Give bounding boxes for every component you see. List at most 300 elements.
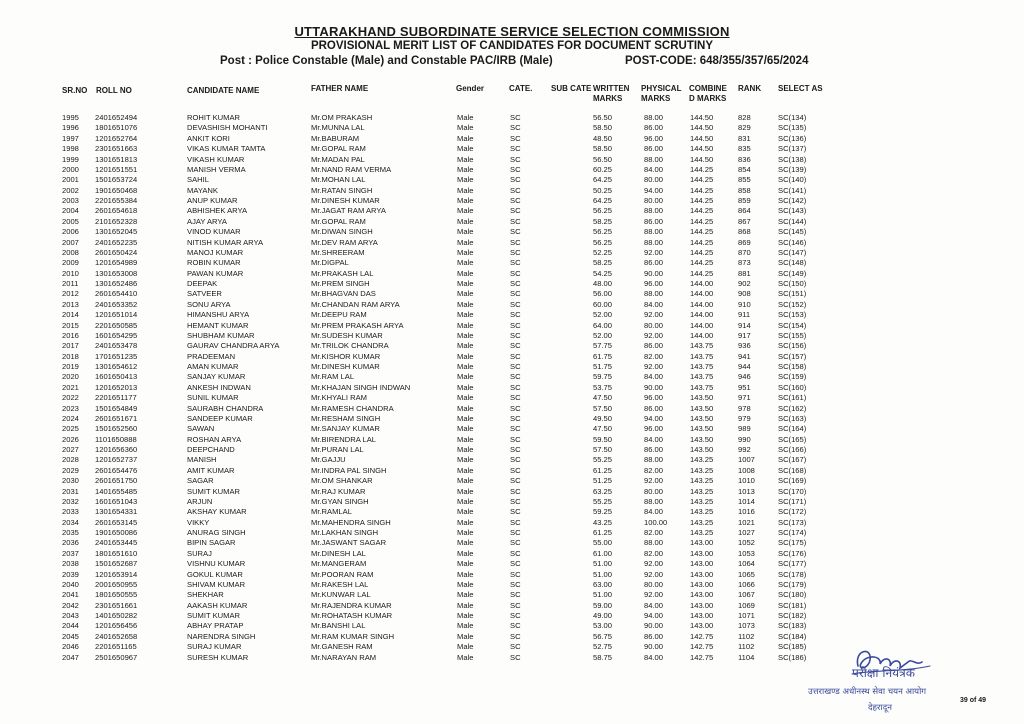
col-select-as: SELECT AS	[778, 84, 823, 93]
cell-category: SC	[510, 579, 521, 589]
cell-category: SC	[510, 113, 521, 122]
table-row	[0, 590, 1024, 600]
cell-physical-marks: 94.00	[644, 611, 664, 620]
cell-written-marks: 51.25	[593, 476, 613, 486]
cell-rank: 908	[738, 289, 751, 299]
cell-sr-no: 2008	[62, 247, 79, 257]
cell-candidate-name: AMAN KUMAR	[187, 362, 239, 371]
cell-category: SC	[510, 434, 521, 444]
cell-candidate-name: GOKUL KUMAR	[187, 569, 243, 579]
cell-select-as: SC(134)	[778, 113, 807, 122]
cell-category: SC	[510, 196, 521, 205]
cell-category: SC	[510, 538, 521, 548]
cell-sr-no: 1995	[62, 113, 79, 122]
cell-sr-no: 2043	[62, 611, 79, 620]
cell-father-name: Mr.CHANDAN RAM ARYA	[311, 299, 400, 309]
cell-combined-marks: 143.50	[690, 445, 714, 454]
cell-combined-marks: 144.00	[690, 299, 714, 309]
cell-father-name: Mr.DIWAN SINGH	[311, 227, 373, 237]
cell-select-as: SC(149)	[778, 268, 807, 278]
cell-rank: 1064	[738, 559, 755, 569]
page-number: 39 of 49	[960, 697, 987, 704]
cell-candidate-name: SURESH KUMAR	[187, 652, 249, 662]
cell-physical-marks: 88.00	[644, 496, 664, 506]
cell-father-name: Mr.INDRA PAL SINGH	[311, 465, 387, 475]
cell-candidate-name: ABHAY PRATAP	[187, 621, 244, 631]
cell-select-as: SC(179)	[778, 579, 807, 589]
cell-written-marks: 58.50	[593, 144, 613, 154]
cell-select-as: SC(170)	[778, 486, 807, 496]
cell-gender: Male	[457, 434, 474, 444]
cell-roll-no: 2401653478	[95, 341, 138, 351]
cell-gender: Male	[457, 216, 474, 226]
col-combined	[689, 84, 727, 104]
cell-category: SC	[510, 341, 521, 351]
cell-category: SC	[510, 372, 521, 382]
cell-category: SC	[510, 268, 521, 278]
cell-gender: Male	[457, 569, 474, 579]
cell-sr-no: 2024	[62, 413, 79, 423]
cell-select-as: SC(166)	[778, 445, 807, 454]
cell-gender: Male	[457, 227, 474, 237]
cell-roll-no: 2601653145	[95, 517, 138, 527]
cell-sr-no: 1997	[62, 133, 79, 143]
cell-rank: 1016	[738, 507, 755, 517]
table-row	[0, 289, 1024, 299]
cell-father-name: Mr.PURAN LAL	[311, 445, 364, 454]
cell-select-as: SC(151)	[778, 289, 807, 299]
cell-gender: Male	[457, 559, 474, 569]
cell-rank: 946	[738, 372, 751, 382]
cell-physical-marks: 82.00	[644, 528, 664, 537]
cell-gender: Male	[457, 413, 474, 423]
cell-physical-marks: 84.00	[644, 434, 664, 444]
cell-father-name: Mr.RAMESH CHANDRA	[311, 403, 394, 413]
cell-rank: 917	[738, 330, 751, 340]
cell-physical-marks: 100.00	[644, 517, 668, 527]
cell-roll-no: 2401653445	[95, 538, 138, 548]
cell-rank: 1052	[738, 538, 755, 548]
cell-gender: Male	[457, 279, 474, 288]
cell-father-name: Mr.RAJ KUMAR	[311, 486, 366, 496]
cell-rank: 869	[738, 237, 751, 247]
cell-combined-marks: 143.75	[690, 382, 714, 392]
cell-written-marks: 56.50	[593, 154, 613, 164]
cell-written-marks: 64.25	[593, 175, 613, 185]
cell-select-as: SC(162)	[778, 403, 807, 413]
cell-sr-no: 2010	[62, 268, 79, 278]
cell-candidate-name: ARJUN	[187, 496, 213, 506]
cell-sr-no: 2015	[62, 320, 79, 330]
cell-gender: Male	[457, 393, 474, 403]
cell-father-name: Mr.KHAJAN SINGH INDWAN	[311, 382, 411, 392]
cell-select-as: SC(184)	[778, 631, 807, 641]
cell-rank: 873	[738, 258, 751, 268]
cell-gender: Male	[457, 455, 474, 465]
cell-candidate-name: DEEPAK	[187, 279, 218, 288]
cell-gender: Male	[457, 362, 474, 371]
cell-roll-no: 1501654849	[95, 403, 138, 413]
table-row	[0, 352, 1024, 362]
cell-category: SC	[510, 590, 521, 600]
table-row	[0, 538, 1024, 548]
cell-select-as: SC(147)	[778, 247, 807, 257]
cell-gender: Male	[457, 600, 474, 610]
cell-father-name: Mr.GYAN SINGH	[311, 496, 369, 506]
cell-physical-marks: 86.00	[644, 258, 664, 268]
cell-candidate-name: AMIT KUMAR	[187, 465, 235, 475]
cell-select-as: SC(165)	[778, 434, 807, 444]
cell-physical-marks: 92.00	[644, 559, 664, 569]
cell-sr-no: 2000	[62, 164, 79, 174]
cell-father-name: Mr.MOHAN LAL	[311, 175, 366, 185]
cell-candidate-name: VIKAS KUMAR TAMTA	[187, 144, 266, 154]
cell-sr-no: 2007	[62, 237, 79, 247]
cell-physical-marks: 94.00	[644, 413, 664, 423]
cell-roll-no: 1601650413	[95, 372, 138, 382]
cell-combined-marks: 144.25	[690, 237, 714, 247]
cell-written-marks: 48.00	[593, 279, 613, 288]
cell-rank: 835	[738, 144, 751, 154]
cell-combined-marks: 143.00	[690, 538, 714, 548]
cell-combined-marks: 144.25	[690, 196, 714, 205]
table-row	[0, 393, 1024, 403]
cell-written-marks: 60.00	[593, 299, 613, 309]
cell-rank: 944	[738, 362, 751, 371]
cell-written-marks: 59.75	[593, 372, 613, 382]
cell-category: SC	[510, 517, 521, 527]
cell-select-as: SC(177)	[778, 559, 807, 569]
cell-rank: 1008	[738, 465, 755, 475]
cell-gender: Male	[457, 528, 474, 537]
cell-candidate-name: HIMANSHU ARYA	[187, 310, 250, 320]
list-title: PROVISIONAL MERIT LIST OF CANDIDATES FOR DOCUMENT SCRUTINY	[310, 40, 714, 52]
cell-physical-marks: 92.00	[644, 476, 664, 486]
cell-combined-marks: 144.50	[690, 144, 714, 154]
cell-gender: Male	[457, 320, 474, 330]
cell-combined-marks: 144.25	[690, 247, 714, 257]
cell-combined-marks: 143.50	[690, 434, 714, 444]
cell-category: SC	[510, 631, 521, 641]
cell-written-marks: 61.25	[593, 465, 613, 475]
cell-father-name: Mr.BANSHI LAL	[311, 621, 366, 631]
table-row	[0, 466, 1024, 476]
cell-sr-no: 2012	[62, 289, 79, 299]
cell-candidate-name: MAYANK	[187, 185, 218, 195]
cell-combined-marks: 143.00	[690, 559, 714, 569]
cell-father-name: Mr.DINESH KUMAR	[311, 196, 380, 205]
cell-rank: 1067	[738, 590, 755, 600]
cell-combined-marks: 143.25	[690, 486, 714, 496]
cell-category: SC	[510, 185, 521, 195]
cell-sr-no: 2016	[62, 330, 79, 340]
cell-combined-marks: 143.25	[690, 528, 714, 537]
cell-sr-no: 2011	[62, 279, 79, 288]
cell-physical-marks: 80.00	[644, 486, 664, 496]
table-row	[0, 528, 1024, 538]
cell-written-marks: 59.00	[593, 600, 613, 610]
cell-written-marks: 47.50	[593, 424, 613, 434]
cell-father-name: Mr.RATAN SINGH	[311, 185, 373, 195]
cell-sr-no: 2019	[62, 362, 79, 371]
cell-candidate-name: NARENDRA SINGH	[187, 631, 256, 641]
cell-rank: 990	[738, 434, 751, 444]
cell-rank: 978	[738, 403, 751, 413]
cell-father-name: Mr.KHYALI RAM	[311, 393, 367, 403]
cell-select-as: SC(171)	[778, 496, 807, 506]
cell-combined-marks: 144.25	[690, 216, 714, 226]
table-row	[0, 621, 1024, 631]
cell-roll-no: 1201652013	[95, 382, 138, 392]
cell-rank: 941	[738, 351, 751, 361]
cell-father-name: Mr.RESHAM SINGH	[311, 413, 381, 423]
cell-father-name: Mr.DINESH LAL	[311, 548, 366, 558]
cell-physical-marks: 96.00	[644, 279, 664, 288]
table-row	[0, 518, 1024, 528]
cell-physical-marks: 84.00	[644, 299, 664, 309]
cell-candidate-name: SAWAN	[187, 424, 215, 434]
table-row	[0, 445, 1024, 455]
cell-written-marks: 64.25	[593, 196, 613, 205]
cell-candidate-name: SAGAR	[187, 476, 214, 486]
cell-candidate-name: ROHIT KUMAR	[187, 113, 241, 122]
cell-sr-no: 2041	[62, 590, 79, 600]
cell-candidate-name: VIKASH KUMAR	[187, 154, 245, 164]
cell-rank: 1102	[738, 642, 755, 652]
cell-written-marks: 52.75	[593, 642, 613, 652]
cell-gender: Male	[457, 175, 474, 185]
cell-roll-no: 2401653352	[95, 299, 138, 309]
cell-candidate-name: AAKASH KUMAR	[187, 600, 248, 610]
cell-physical-marks: 92.00	[644, 362, 664, 371]
cell-sr-no: 2018	[62, 351, 79, 361]
cell-select-as: SC(175)	[778, 538, 807, 548]
cell-combined-marks: 143.00	[690, 600, 714, 610]
cell-select-as: SC(168)	[778, 465, 807, 475]
cell-gender: Male	[457, 258, 474, 268]
cell-gender: Male	[457, 590, 474, 600]
cell-candidate-name: SANDEEP KUMAR	[187, 413, 253, 423]
table-row	[0, 238, 1024, 248]
cell-combined-marks: 144.00	[690, 310, 714, 320]
cell-select-as: SC(167)	[778, 455, 807, 465]
cell-select-as: SC(159)	[778, 372, 807, 382]
cell-father-name: Mr.SHREERAM	[311, 247, 365, 257]
cell-roll-no: 2301651661	[95, 600, 138, 610]
cell-written-marks: 48.50	[593, 133, 613, 143]
cell-written-marks: 63.00	[593, 579, 613, 589]
cell-sr-no: 2003	[62, 196, 79, 205]
cell-physical-marks: 88.00	[644, 154, 664, 164]
cell-gender: Male	[457, 289, 474, 299]
cell-gender: Male	[457, 465, 474, 475]
cell-physical-marks: 90.00	[644, 621, 664, 631]
cell-select-as: SC(146)	[778, 237, 807, 247]
cell-category: SC	[510, 486, 521, 496]
cell-written-marks: 56.25	[593, 227, 613, 237]
table-row	[0, 372, 1024, 382]
cell-candidate-name: SUMIT KUMAR	[187, 486, 241, 496]
cell-combined-marks: 143.50	[690, 393, 714, 403]
cell-candidate-name: VIKKY	[187, 517, 210, 527]
cell-category: SC	[510, 476, 521, 486]
cell-physical-marks: 82.00	[644, 465, 664, 475]
cell-gender: Male	[457, 237, 474, 247]
cell-rank: 1069	[738, 600, 755, 610]
cell-gender: Male	[457, 123, 474, 133]
cell-category: SC	[510, 559, 521, 569]
table-row	[0, 435, 1024, 445]
cell-physical-marks: 92.00	[644, 590, 664, 600]
cell-father-name: Mr.MANGERAM	[311, 559, 367, 569]
cell-combined-marks: 144.25	[690, 164, 714, 174]
table-row	[0, 497, 1024, 507]
cell-rank: 910	[738, 299, 751, 309]
cell-roll-no: 2601654476	[95, 465, 138, 475]
cell-rank: 870	[738, 247, 751, 257]
cell-written-marks: 56.75	[593, 631, 613, 641]
table-row	[0, 570, 1024, 580]
cell-sr-no: 2023	[62, 403, 79, 413]
cell-select-as: SC(172)	[778, 507, 807, 517]
cell-gender: Male	[457, 196, 474, 205]
cell-select-as: SC(139)	[778, 164, 807, 174]
cell-gender: Male	[457, 621, 474, 631]
cell-gender: Male	[457, 351, 474, 361]
cell-combined-marks: 144.25	[690, 227, 714, 237]
cell-combined-marks: 143.00	[690, 548, 714, 558]
cell-physical-marks: 84.00	[644, 507, 664, 517]
cell-rank: 1053	[738, 548, 755, 558]
cell-select-as: SC(180)	[778, 590, 807, 600]
cell-gender: Male	[457, 476, 474, 486]
cell-sr-no: 2028	[62, 455, 79, 465]
cell-sr-no: 2027	[62, 445, 79, 454]
table-row	[0, 321, 1024, 331]
cell-candidate-name: SHUBHAM KUMAR	[187, 330, 255, 340]
cell-rank: 951	[738, 382, 751, 392]
cell-candidate-name: SUNIL KUMAR	[187, 393, 239, 403]
cell-category: SC	[510, 258, 521, 268]
cell-written-marks: 63.25	[593, 486, 613, 496]
cell-roll-no: 2201651165	[95, 642, 137, 652]
col-physical	[641, 84, 681, 104]
cell-rank: 854	[738, 164, 751, 174]
cell-candidate-name: SHEKHAR	[187, 590, 224, 600]
cell-father-name: Mr.KISHOR KUMAR	[311, 351, 381, 361]
cell-written-marks: 56.00	[593, 289, 613, 299]
table-row	[0, 507, 1024, 517]
cell-select-as: SC(174)	[778, 528, 807, 537]
cell-gender: Male	[457, 113, 474, 122]
cell-physical-marks: 92.00	[644, 247, 664, 257]
cell-written-marks: 57.50	[593, 445, 613, 454]
cell-category: SC	[510, 279, 521, 288]
cell-combined-marks: 143.00	[690, 621, 714, 631]
cell-father-name: Mr.POORAN RAM	[311, 569, 374, 579]
cell-physical-marks: 86.00	[644, 445, 664, 454]
cell-physical-marks: 88.00	[644, 538, 664, 548]
cell-combined-marks: 143.50	[690, 424, 714, 434]
cell-candidate-name: DEVASHISH MOHANTI	[187, 123, 268, 133]
cell-physical-marks: 80.00	[644, 196, 664, 205]
cell-combined-marks: 142.75	[690, 652, 714, 662]
cell-rank: 858	[738, 185, 751, 195]
cell-physical-marks: 82.00	[644, 351, 664, 361]
cell-category: SC	[510, 144, 521, 154]
cell-rank: 1066	[738, 579, 755, 589]
cell-category: SC	[510, 413, 521, 423]
cell-father-name: Mr.GOPAL RAM	[311, 216, 366, 226]
cell-rank: 1007	[738, 455, 755, 465]
cell-roll-no: 1301652045	[95, 227, 138, 237]
cell-category: SC	[510, 123, 521, 133]
col-physical-line1: PHYSICAL	[641, 84, 682, 93]
cell-father-name: Mr.DEEPU RAM	[311, 310, 367, 320]
cell-combined-marks: 144.25	[690, 268, 714, 278]
cell-combined-marks: 143.25	[690, 507, 714, 517]
cell-combined-marks: 143.00	[690, 569, 714, 579]
cell-category: SC	[510, 496, 521, 506]
cell-select-as: SC(182)	[778, 611, 807, 620]
cell-category: SC	[510, 424, 521, 434]
cell-rank: 831	[738, 133, 751, 143]
cell-combined-marks: 144.50	[690, 123, 714, 133]
cell-written-marks: 60.25	[593, 164, 613, 174]
cell-select-as: SC(164)	[778, 424, 807, 434]
cell-written-marks: 51.00	[593, 590, 613, 600]
cell-candidate-name: AJAY ARYA	[187, 216, 227, 226]
table-row	[0, 217, 1024, 227]
cell-physical-marks: 86.00	[644, 144, 664, 154]
cell-father-name: Mr.NAND RAM VERMA	[311, 164, 392, 174]
col-combined-line2: D MARKS	[689, 94, 727, 103]
cell-combined-marks: 144.25	[690, 175, 714, 185]
table-row	[0, 549, 1024, 559]
cell-roll-no: 1601654295	[95, 330, 138, 340]
cell-physical-marks: 80.00	[644, 579, 664, 589]
table-row	[0, 258, 1024, 268]
cell-gender: Male	[457, 403, 474, 413]
cell-category: SC	[510, 227, 521, 237]
cell-combined-marks: 143.00	[690, 611, 714, 620]
cell-sr-no: 2032	[62, 496, 79, 506]
cell-physical-marks: 86.00	[644, 403, 664, 413]
cell-sr-no: 2013	[62, 299, 79, 309]
cell-category: SC	[510, 362, 521, 371]
cell-physical-marks: 88.00	[644, 113, 664, 122]
table-row	[0, 404, 1024, 414]
table-row	[0, 175, 1024, 185]
cell-roll-no: 2601651671	[95, 413, 138, 423]
cell-select-as: SC(163)	[778, 413, 807, 423]
cell-sr-no: 2031	[62, 486, 79, 496]
cell-physical-marks: 94.00	[644, 185, 664, 195]
table-row	[0, 383, 1024, 393]
cell-combined-marks: 143.00	[690, 590, 714, 600]
cell-select-as: SC(157)	[778, 351, 807, 361]
cell-physical-marks: 86.00	[644, 341, 664, 351]
cell-roll-no: 2601650424	[95, 247, 138, 257]
cell-combined-marks: 143.75	[690, 372, 714, 382]
cell-roll-no: 1501652560	[95, 424, 138, 434]
col-father: FATHER NAME	[311, 84, 369, 93]
cell-sr-no: 2036	[62, 538, 79, 548]
table-row	[0, 476, 1024, 486]
cell-candidate-name: MANISH	[187, 455, 217, 465]
col-rank: RANK	[738, 84, 762, 93]
cell-gender: Male	[457, 382, 474, 392]
